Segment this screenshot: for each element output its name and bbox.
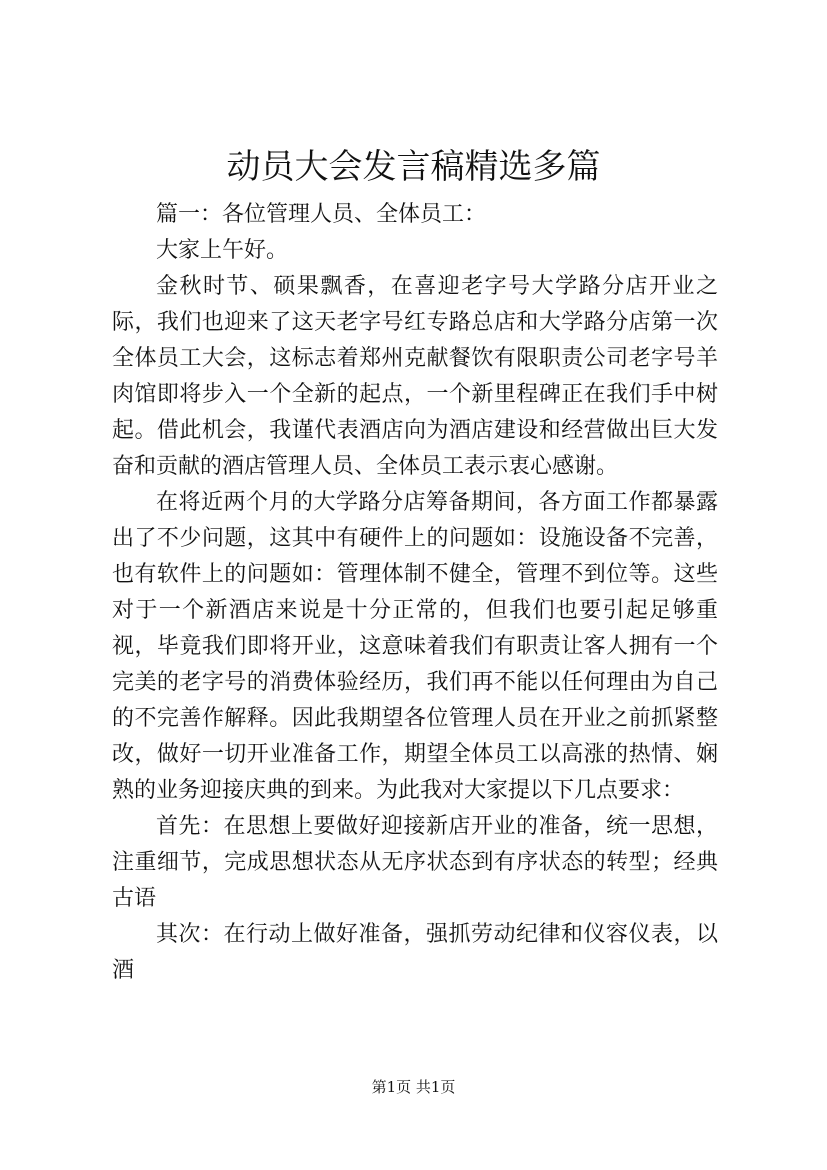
paragraph-salutation: 篇一：各位管理人员、全体员工： [156, 202, 487, 227]
paragraph-second-requirement: 其次：在行动上做好准备，强抓劳动纪律和仪容仪表，以酒 [112, 922, 718, 983]
paragraph-problems: 在将近两个月的大学路分店筹备期间，各方面工作都暴露出了不少问题，这其中有硬件上的问题如：设施设备不完善，也有软件上的问题如：管理体制不健全，管理不到位等。这些对于一个新酒店来说是十分正常的，但我们也要引起足够重视，毕竟我们即将开业，这意味着我们有职责让客人拥有一个完美的老字号的消费体验经历，我们再不能以任何理由为自己的不完善作解释。因此我期望各位管理人员在开业之前抓紧整改，做好一切开业准备工作，期望全体员工以高涨的热情、娴熟的业务迎接庆典的到来。为此我对大家提以下几点要求： [112, 490, 718, 803]
paragraph-greeting: 大家上午好。 [156, 238, 289, 263]
page-number-footer: 第1页 共1页 [371, 1078, 456, 1096]
paragraph-first-requirement: 首先：在思想上要做好迎接新店开业的准备，统一思想，注重细节，完成思想状态从无序状态到有序状态的转型；经典古语 [112, 814, 718, 911]
document-title: 动员大会发言稿精选多篇 [226, 147, 601, 187]
document-body [112, 197, 718, 989]
paragraph-opening: 金秋时节、硕果飘香，在喜迎老字号大学路分店开业之际，我们也迎来了这天老字号红专路总店和大学路分店第一次全体员工大会，这标志着郑州克献餐饮有限职责公司老字号羊肉馆即将步入一个全新的起点，一个新里程碑正在我们手中树起。借此机会，我谨代表酒店向为酒店建设和经营做出巨大发奋和贡献的酒店管理人员、全体员工表示衷心感谢。 [112, 274, 718, 479]
